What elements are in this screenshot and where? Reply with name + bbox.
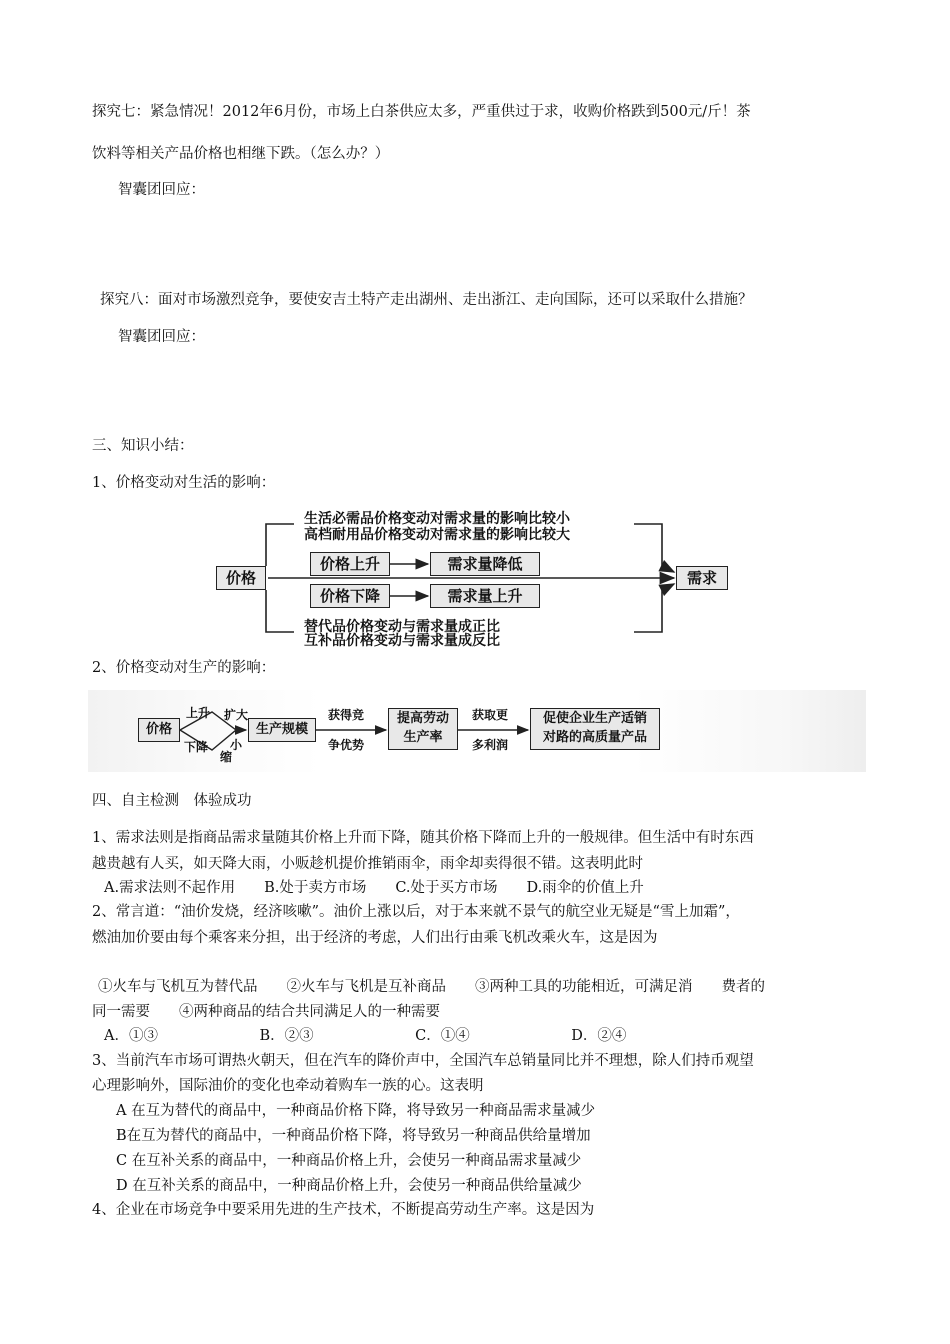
q2-line1: 2、常言道：“油价发烧，经济咳嗽”。油价上涨以后，对于本来就不景气的航空业无疑是“雪上加霜”， xyxy=(92,904,740,920)
test-heading: 四、自主检测 体验成功 xyxy=(92,793,252,809)
q4-line1: 4、企业在市场竞争中要采用先进的生产技术，不断提高劳动生产率。这是因为 xyxy=(92,1202,595,1218)
explore7-line2: 饮料等相关产品价格也相继下跌。（怎么办？） xyxy=(92,146,390,162)
complements-note: 互补品价格变动与需求量成反比 xyxy=(304,633,500,649)
summary-item2: 2、价格变动对生产的影响： xyxy=(92,660,276,676)
price-fall-box: 价格下降 xyxy=(310,584,390,608)
q3-option-b: B在互为替代的商品中，一种商品价格下降，将导致另一种商品供给量增加 xyxy=(116,1128,591,1144)
price-box: 价格 xyxy=(216,566,266,590)
label-expand: 扩大 xyxy=(224,708,249,722)
label-shrink: 缩 xyxy=(220,750,233,764)
label-profit1: 获取更 xyxy=(472,708,509,722)
label-profit2: 多利润 xyxy=(472,738,509,752)
q3-line1: 3、当前汽车市场可谓热火朝天，但在汽车的降价声中，全国汽车总销量同比并不理想，除人们持币观望 xyxy=(92,1053,754,1069)
label-fall: 下降 xyxy=(184,740,209,754)
q1-options: A.需求法则不起作用 B.处于卖方市场 C.处于买方市场 D.雨伞的价值上升 xyxy=(104,880,644,896)
price-box-2: 价格 xyxy=(138,718,180,742)
result-box xyxy=(530,708,660,750)
price-demand-diagram xyxy=(214,506,738,649)
durables-note: 高档耐用品价格变动对需求量的影响比较大 xyxy=(304,527,570,543)
result-line1: 促使企业生产适销 xyxy=(542,711,647,726)
q3-option-a: A 在互为替代的商品中，一种商品价格下降，将导致另一种商品需求量减少 xyxy=(116,1103,596,1119)
demand-fall-box: 需求量降低 xyxy=(430,552,540,576)
label-rise: 上升 xyxy=(186,706,211,720)
price-production-diagram xyxy=(136,700,666,762)
label-gain1: 获得竞 xyxy=(328,708,365,722)
label-gain2: 争优势 xyxy=(328,738,365,752)
necessities-note: 生活必需品价格变动对需求量的影响比较小 xyxy=(304,511,570,527)
q3-option-c: C 在互补关系的商品中，一种商品价格上升，会使另一种商品需求量减少 xyxy=(116,1153,582,1169)
q1-line2: 越贵越有人买，如天降大雨，小贩趁机提价推销雨伞，雨伞却卖得很不错。这表明此时 xyxy=(92,856,643,872)
demand-rise-box: 需求量上升 xyxy=(430,584,540,608)
summary-heading: 三、知识小结： xyxy=(92,438,194,454)
q2-options: A．①③ B．②③ C．①④ D．②④ xyxy=(104,1028,627,1044)
productivity-box xyxy=(388,708,458,750)
explore7-line1: 探究七：紧急情况！2012年6月份，市场上白茶供应太多，严重供过于求，收购价格跌到500元/斤！茶 xyxy=(92,104,751,120)
productivity-line1: 提高劳动 xyxy=(396,711,449,726)
explore7-reply: 智囊团回应： xyxy=(118,182,205,198)
explore8-reply: 智囊团回应： xyxy=(118,329,205,345)
production-scale-box: 生产规模 xyxy=(248,718,316,742)
price-rise-box: 价格上升 xyxy=(310,552,390,576)
q2-items1: ①火车与飞机互为替代品 ②火车与飞机是互补商品 ③两种工具的功能相近，可满足消 费者的 xyxy=(98,979,765,995)
q3-option-d: D 在互补关系的商品中，一种商品价格上升，会使另一种商品供给量减少 xyxy=(116,1178,582,1194)
productivity-line2: 生产率 xyxy=(403,730,443,745)
q3-line2: 心理影响外，国际油价的变化也牵动着购车一族的心。这表明 xyxy=(92,1078,484,1094)
substitutes-note: 替代品价格变动与需求量成正比 xyxy=(304,619,500,635)
q2-items2: 同一需要 ④两种商品的结合共同满足人的一种需要 xyxy=(92,1004,440,1020)
result-line2: 对路的高质量产品 xyxy=(542,730,647,745)
demand-box: 需求 xyxy=(676,566,728,590)
summary-item1: 1、价格变动对生活的影响： xyxy=(92,475,276,491)
explore8-line1: 探究八：面对市场激烈竞争，要使安吉土特产走出湖州、走出浙江、走向国际，还可以采取什么措施？ xyxy=(100,292,753,308)
q2-line2: 燃油加价要由每个乘客来分担，出于经济的考虑，人们出行由乘飞机改乘火车，这是因为 xyxy=(92,930,658,946)
label-shrink-small: 小 xyxy=(230,738,243,752)
q1-line1: 1、需求法则是指商品需求量随其价格上升而下降，随其价格下降而上升的一般规律。但生活中有时东西 xyxy=(92,830,754,846)
